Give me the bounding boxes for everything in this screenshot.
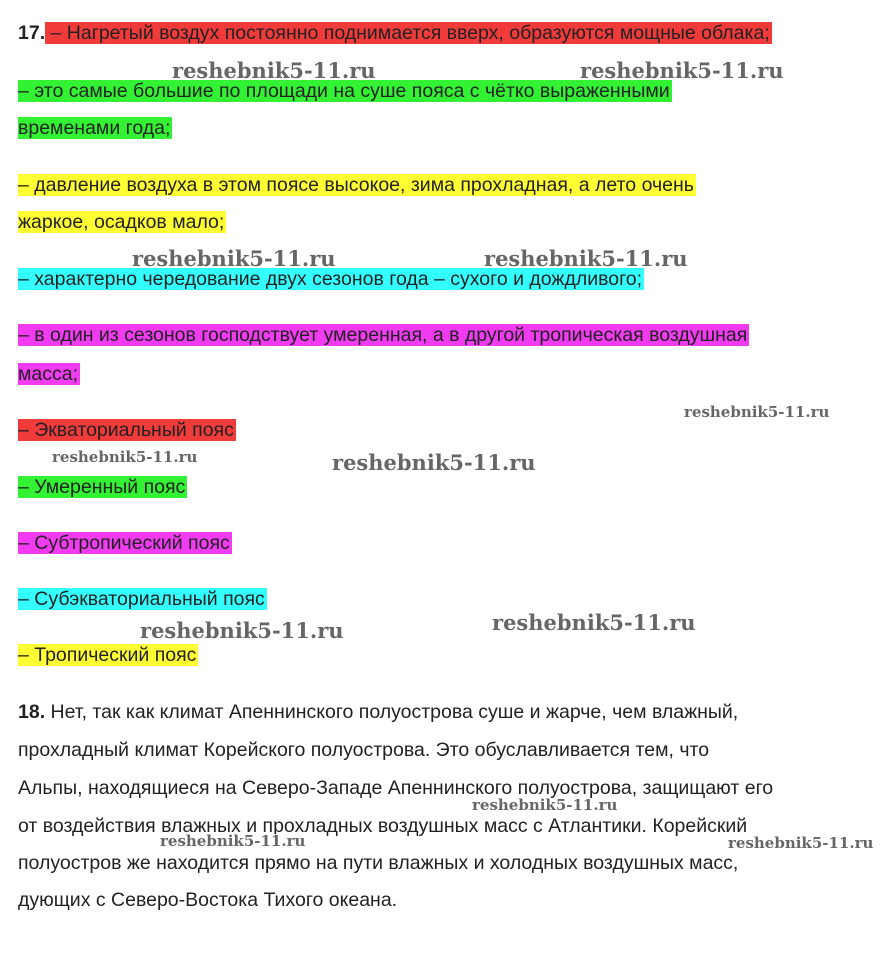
q18-text-6: дующих с Северо-Востока Тихого океана. — [18, 889, 398, 911]
belt-4-line — [18, 586, 267, 612]
belt-equatorial: – Экваториальный пояс — [18, 419, 234, 441]
watermark: reshebnik5-11.ru — [684, 403, 830, 421]
statement-2-text-1: – давление воздуха в этом поясе высокое, зима прохладная, а лето очень — [18, 174, 694, 196]
watermark: reshebnik5-11.ru — [172, 58, 376, 83]
statement-4-line-2 — [18, 361, 80, 387]
q18-number: 18. — [18, 701, 46, 723]
belt-tropical: – Тропический пояс — [18, 644, 197, 666]
statement-4-text-1: – в один из сезонов господствует умеренная, а в другой тропическая воздушная — [18, 324, 748, 346]
q17-intro-line — [18, 20, 772, 46]
q18-text-5: полуостров же находится прямо на пути влажных и холодных воздушных масс, — [18, 852, 739, 874]
belt-subtropical: – Субтропический пояс — [18, 532, 230, 554]
watermark: reshebnik5-11.ru — [484, 246, 688, 271]
statement-4-text-2: масса; — [18, 363, 79, 385]
statement-2-line-1 — [18, 172, 696, 198]
watermark: reshebnik5-11.ru — [580, 58, 784, 83]
watermark: reshebnik5-11.ru — [728, 834, 874, 852]
q18-line-4 — [18, 813, 747, 839]
q17-number: 17. — [18, 22, 46, 44]
belt-5-line — [18, 642, 198, 668]
watermark: reshebnik5-11.ru — [52, 448, 198, 466]
statement-1-text-2: временами года; — [18, 117, 171, 139]
q18-line-3 — [18, 775, 773, 801]
q18-text-1: Нет, так как климат Апеннинского полуострова суше и жарче, чем влажный, — [45, 701, 739, 723]
q18-line-6 — [18, 887, 397, 913]
watermark: reshebnik5-11.ru — [140, 618, 344, 643]
watermark: reshebnik5-11.ru — [472, 796, 618, 814]
belt-2-line — [18, 474, 187, 500]
statement-2-line-2 — [18, 209, 226, 235]
q18-text-4: от воздействия влажных и прохладных воздушных масс с Атлантики. Корейский — [18, 815, 748, 837]
statement-2-text-2: жаркое, осадков мало; — [18, 211, 225, 233]
watermark: reshebnik5-11.ru — [332, 450, 536, 475]
belt-1-line — [18, 417, 236, 443]
q18-line-2 — [18, 737, 709, 763]
q18-line-1 — [18, 699, 738, 725]
q17-intro-text: – Нагретый воздух постоянно поднимается вверх, образуются мощные облака; — [45, 22, 770, 44]
watermark: reshebnik5-11.ru — [492, 610, 696, 635]
belt-3-line — [18, 530, 232, 556]
statement-4-line-1 — [18, 322, 749, 348]
statement-3-text-1: – характерно чередование двух сезонов года – сухого и дождливого; — [18, 268, 643, 290]
watermark: reshebnik5-11.ru — [132, 246, 336, 271]
q18-text-2: прохладный климат Корейского полуострова. Это обуславливается тем, что — [18, 739, 710, 761]
statement-1-text-1: – это самые большие по площади на суше пояса с чётко выраженными — [18, 80, 670, 102]
q18-text-3: Альпы, находящиеся на Северо-Западе Апеннинского полуострова, защищают его — [18, 777, 774, 799]
statement-1-line-2 — [18, 115, 172, 141]
q18-line-5 — [18, 850, 738, 876]
belt-subequatorial: – Субэкваториальный пояс — [18, 588, 265, 610]
belt-temperate: – Умеренный пояс — [18, 476, 186, 498]
watermark: reshebnik5-11.ru — [160, 832, 306, 850]
